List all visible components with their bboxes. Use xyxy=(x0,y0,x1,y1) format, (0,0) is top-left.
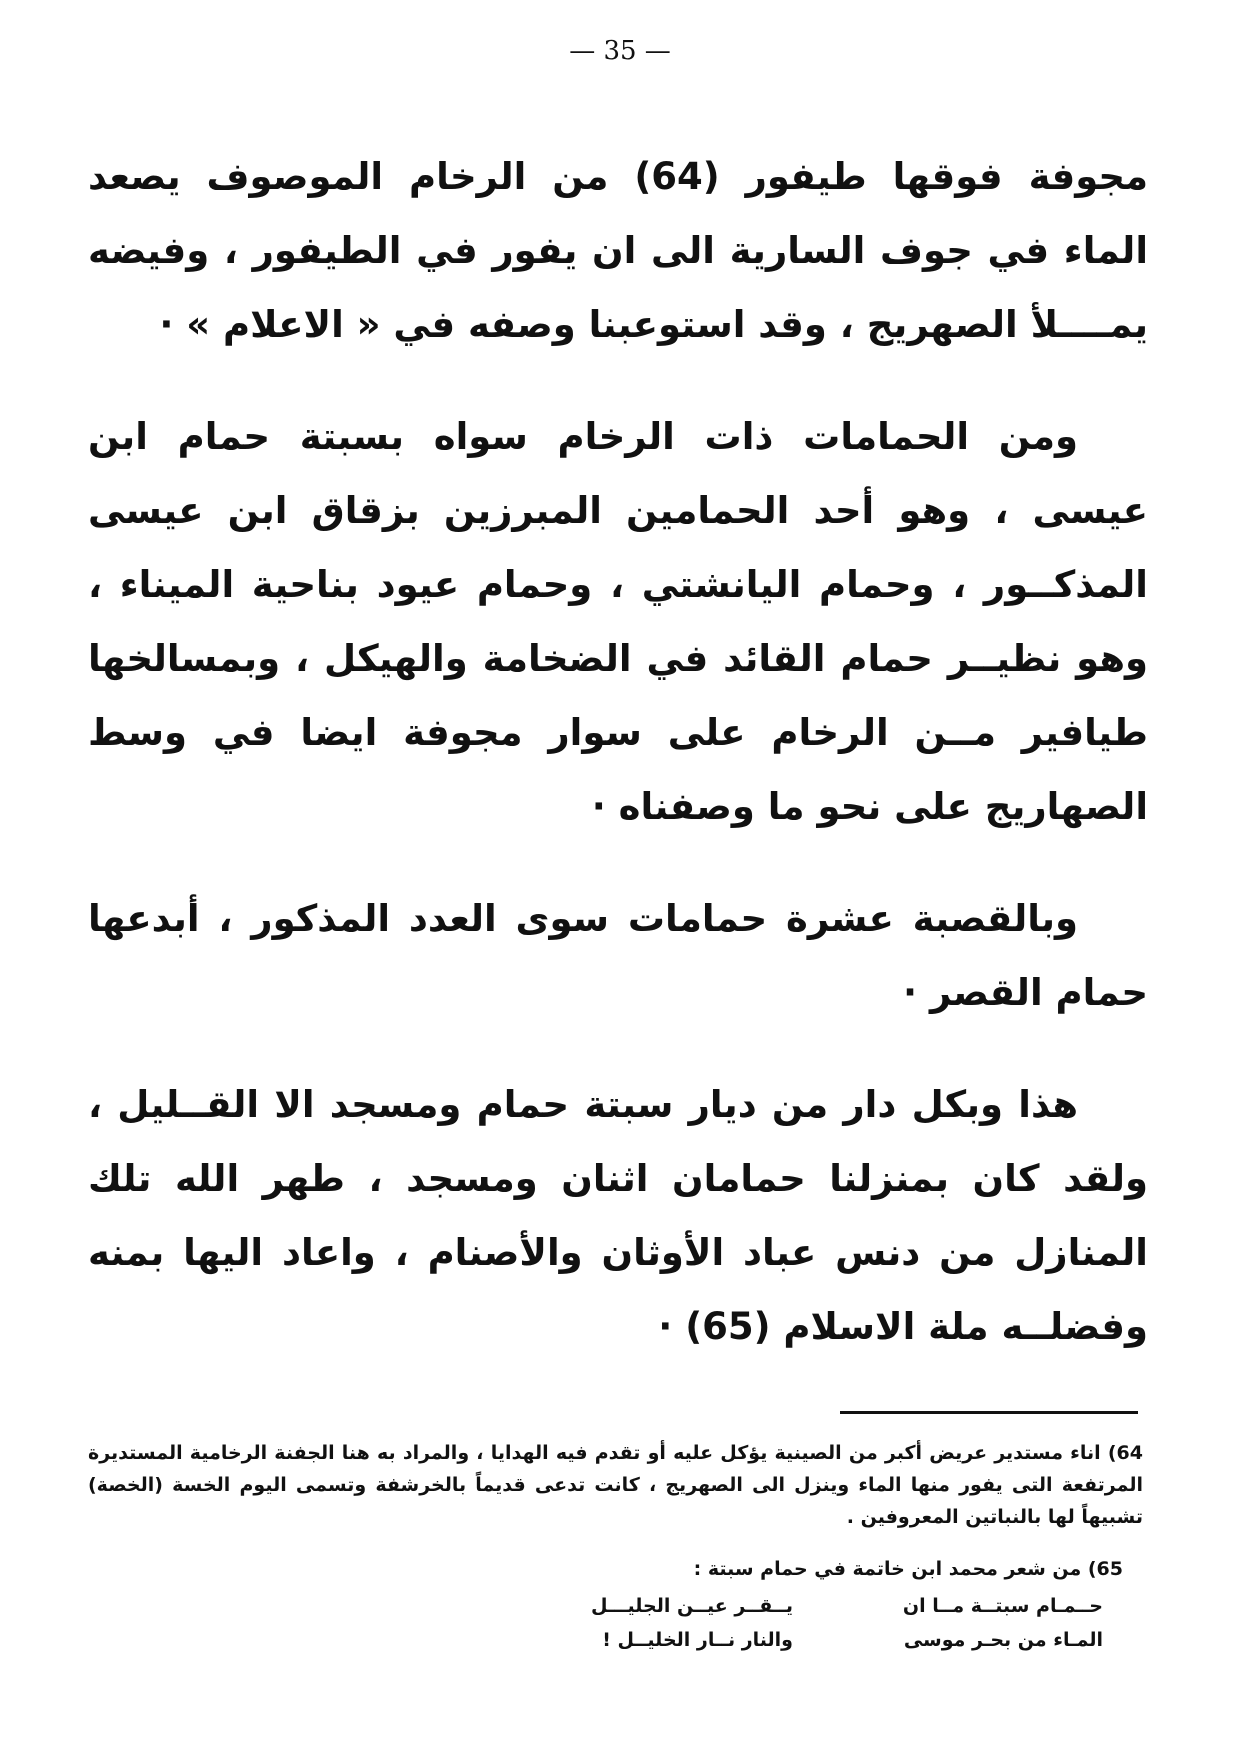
paragraph: هذا وبكل دار من ديار سبتة حمام ومسجد الا القــليل ، ولقد كان بمنزلنا حمامان اثنان ومسجد ، طهر الله تلك المنازل من دنس عباد الأوثان والأصنام ، واعاد اليها بمنه وفضلــه ملة الاسلام (65) · xyxy=(88,1083,1148,1348)
footnote-separator xyxy=(840,1411,1138,1414)
verse-second-hemistich: والنار نــار الخليــل ! xyxy=(602,1629,793,1651)
paragraph: وبالقصبة عشرة حمامات سوى العدد المذكور ، أبدعها حمام القصر · xyxy=(88,897,1148,1014)
page-number: — 35 — xyxy=(569,36,671,66)
footnote-verse xyxy=(88,1589,1143,1657)
verse-first-hemistich: المـاء من بحـر موسى xyxy=(903,1629,1103,1651)
footnote-64: 64) اناء مستدير عريض أكبر من الصينية يؤكل عليه أو تقدم فيه الهدايا ، والمراد به هنا الجفنة الرخامية المستديرة المرتفعة التى يفور منها الماء وينزل الى الصهريج ، كانت تدعى قديماً بالخرشفة وتسمى اليوم الخسة (الخصة) تشبيهاً لها بالنباتين المعروفين . xyxy=(88,1442,1143,1528)
verse-line xyxy=(88,1589,1143,1623)
footnotes xyxy=(88,1437,1143,1657)
main-text xyxy=(88,140,1148,1402)
verse-line xyxy=(88,1623,1143,1657)
verse-first-hemistich: حــمـام سبتــة مــا ان xyxy=(902,1595,1103,1617)
verse-second-hemistich: يــقــر عيــن الجليـــل xyxy=(591,1595,793,1617)
paragraph: ومن الحمامات ذات الرخام سواه بسبتة حمام ابن عيسى ، وهو أحد الحمامين المبرزين بزقاق ابن عيسى المذكــور ، وحمام اليانشتي ، وحمام عيود بناحية الميناء ، وهو نظيــر حمام القائد في الضخامة والهيكل ، وبمسالخها طيافير مــن الرخام على سوار مجوفة ايضا في وسط الصهاريج على نحو ما وصفناه · xyxy=(88,415,1148,828)
paragraph: مجوفة فوقها طيفور (64) من الرخام الموصوف يصعد الماء في جوف السارية الى ان يفور في الطيفور ، وفيضه يمــــلأ الصهريج ، وقد استوعبنا وصفه في « الاعلام » · xyxy=(88,155,1149,346)
footnote-65: 65) من شعر محمد ابن خاتمة في حمام سبتة : xyxy=(693,1558,1123,1580)
